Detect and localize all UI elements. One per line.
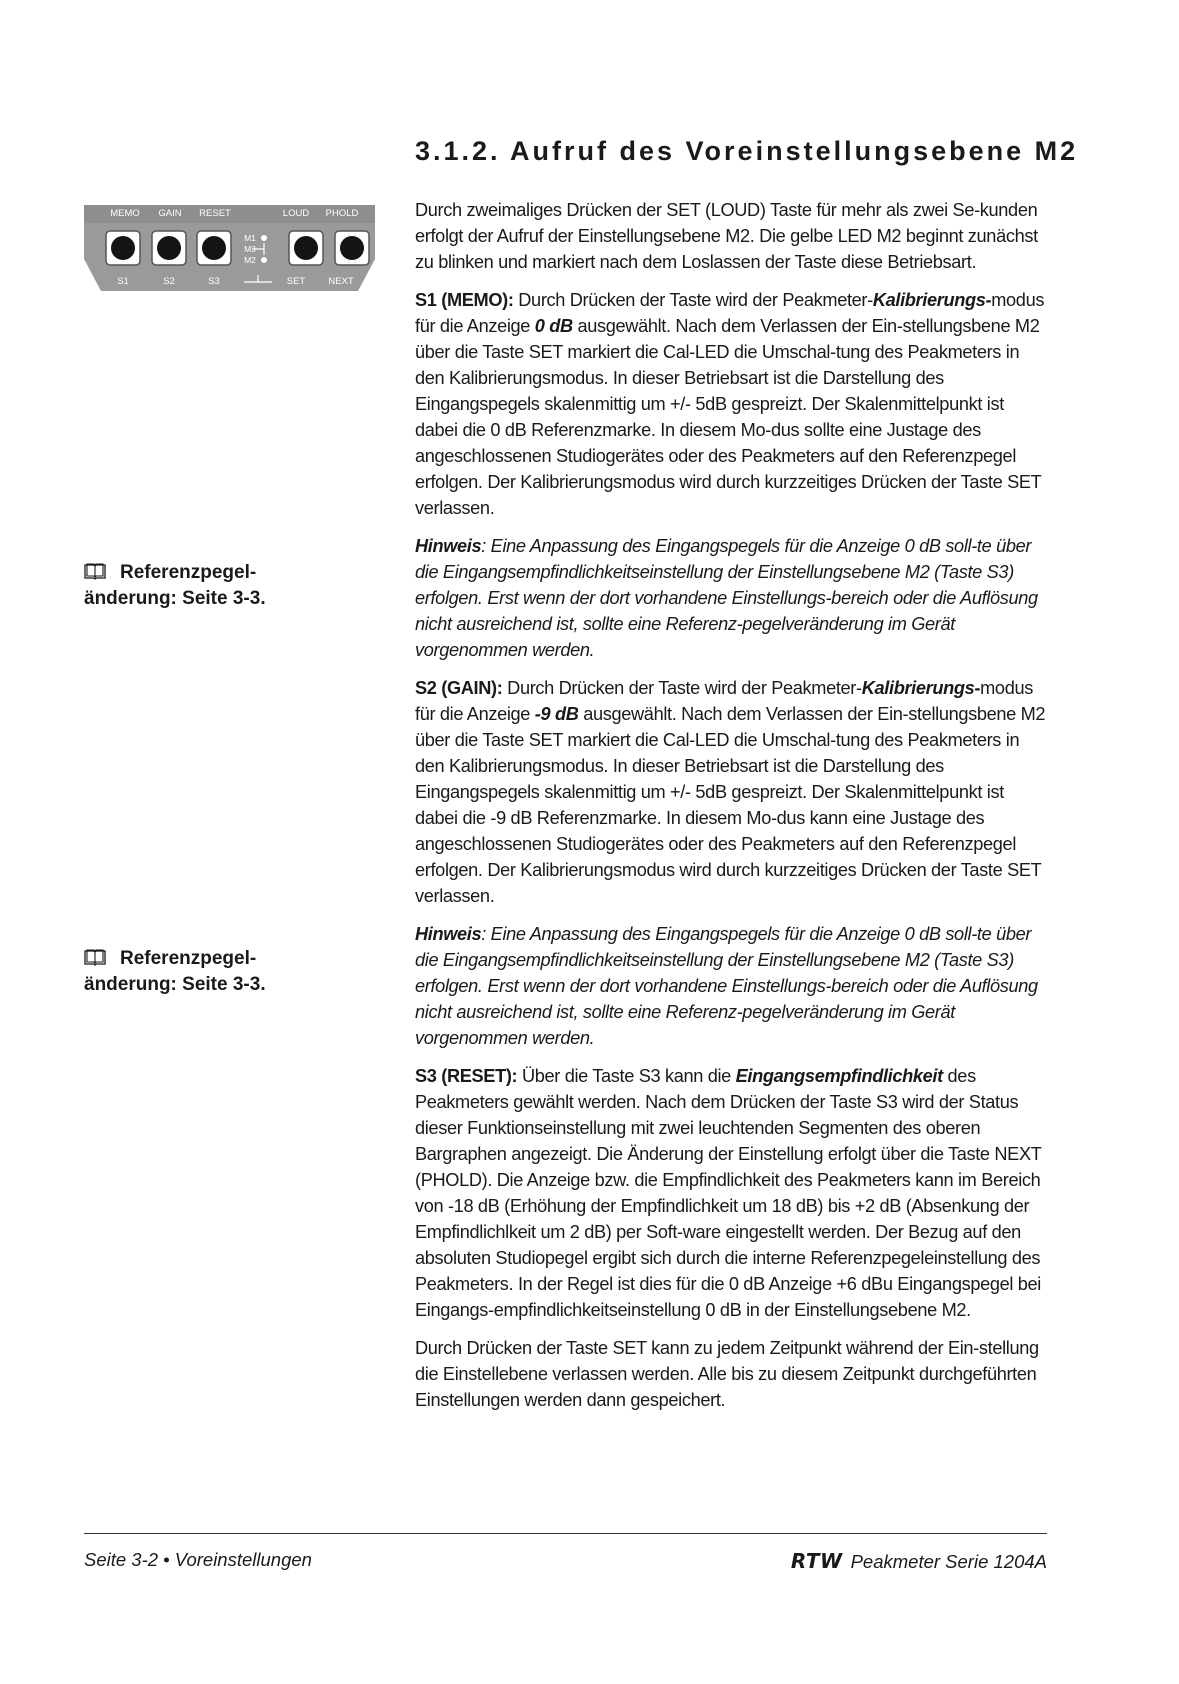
sidenote-line-1: Referenzpegel- [120, 562, 257, 583]
paragraph-s1 [415, 287, 1047, 521]
book-icon [84, 949, 106, 966]
sidenote-reference-2 [84, 946, 384, 998]
panel-label-loud: LOUD [282, 208, 310, 219]
sidenote-reference-1 [84, 560, 384, 612]
panel-label-m2: M2 [244, 255, 256, 265]
button-s3 [197, 231, 231, 265]
led-m2 [261, 257, 267, 263]
panel-label-s3: S3 [208, 276, 220, 287]
paragraph-s2-text-3: ausgewählt. Nach dem Verlassen der Ein-stellungsbene M2 über die Taste SET markiert die Cal-LED die Umschal-tung des Peakmeters in den Kalibrierungsmodus. In dieser Betriebsart ist die Darstellung des Eingangspegels skalenmittig um +/- 5dB gespreizt. Der Skalenmittelpunkt ist dabei die -9 dB Referenzmarke. In diesem Mo-dus kann eine Justage des angeschlossenen Studiogerätes oder des Peakmeters auf den Referenzpegel erfolgen. Der Kalibrierungsmodus wird durch kurzzeitiges Drücken der Taste SET verlassen. [415, 704, 1046, 906]
note-2-text: : Eine Anpassung des Eingangspegels für die Anzeige 0 dB soll-te über die Eingangsempfindlichkeitseinstellung der Einstellungsebene M2 (Taste S3) erfolgen. Erst wenn der dort vorhandene Einstellungs-bereich oder die Auflösung nicht ausreichend ist, sollte eine Referenz-pegelveränderung im Gerät vorgenommen werden. [415, 924, 1038, 1048]
paragraph-s3-emphasis-1: Eingangsempfindlichkeit [735, 1066, 943, 1086]
paragraph-s2-text-2: modus für die Anzeige [415, 678, 1033, 724]
panel-label-reset: RESET [199, 208, 231, 219]
panel-label-phold: PHOLD [325, 208, 359, 219]
paragraph-intro: Durch zweimaliges Drücken der SET (LOUD) Taste für mehr als zwei Se-kunden erfolgt der Aufruf der Einstellungsebene M2. Die gelbe LED M2 beginnt zunächst zu blinken und markiert nach dem Loslassen der Taste diese Betriebsart. [415, 200, 1038, 272]
sidenote-line-2: änderung: Seite 3-3. [84, 974, 266, 995]
paragraph-s2-emphasis-2: -9 dB [534, 704, 579, 724]
note-1-text: : Eine Anpassung des Eingangspegels für die Anzeige 0 dB soll-te über die Eingangsempfindlichkeitseinstellung der Einstellungsebene M2 (Taste S3) erfolgen. Erst wenn der dort vorhandene Einstellungs-bereich oder die Auflösung nicht ausreichend ist, sollte eine Referenz-pegelveränderung im Gerät vorgenommen werden. [415, 536, 1038, 660]
paragraph-s1-text-2: modus für die Anzeige [415, 290, 1045, 336]
paragraph-s3-text-1: Über die Taste S3 kann die [517, 1066, 736, 1086]
paragraph-s1-emphasis-2: 0 dB [534, 316, 573, 336]
paragraph-s1-text-3: ausgewählt. Nach dem Verlassen der Ein-stellungsbene M2 über die Taste SET markiert die Cal-LED die Umschal-tung des Peakmeters in den Kalibrierungsmodus. In dieser Betriebsart ist die Darstellung des Eingangspegels skalenmittig um +/- 5dB gespreizt. Der Skalenmittelpunkt ist dabei die 0 dB Referenzmarke. In diesem Mo-dus sollte eine Justage des angeschlossenen Studiogerätes oder des Peakmeters auf den Referenzpegel erfolgen. Der Kalibrierungsmodus wird durch kurzzeitiges Drücken der Taste SET verlassen. [415, 316, 1042, 518]
paragraph-s3-text-2: des Peakmeters gewählt werden. Nach dem Drücken der Taste S3 wird der Status dieser Funktionseinstellung mit zwei leuchtenden Segmenten des oberen Bargraphen angezeigt. Die Änderung der Einstellung erfolgt über die Taste NEXT (PHOLD). Die Anzeige bzw. die Empfindlichkeit des Peakmeters kann im Bereich von -18 dB (Erhöhung der Empfindlichkeit um 18 dB) bis +2 dB (Absenkung der Empfindlichlkeit um 2 dB) per Soft-ware eingestellt werden. Der Bezug auf den absoluten Studiopegel ergibt sich durch die interne Referenzpegeleinstellung des Peakmeters. In der Regel ist dies für die 0 dB Anzeige +6 dBu Eingangspegel bei Eingangs-empfindlichkeitseinstellung 0 dB in der Einstellungsebene M2. [415, 1066, 1042, 1320]
panel-label-s2: S2 [163, 276, 175, 287]
section-heading: 3.1.2. Aufruf des Voreinstellungsebene M2 [415, 136, 1079, 166]
sidenote-line-1: Referenzpegel- [120, 948, 257, 969]
paragraph-s2-lead: S2 (GAIN): [415, 678, 503, 698]
panel-label-m3: M3 [244, 244, 256, 254]
rtw-logo: RTW [790, 1549, 843, 1573]
paragraph-s3 [415, 1063, 1047, 1323]
panel-label-m1: M1 [244, 233, 256, 243]
book-icon [84, 563, 106, 580]
paragraph-outro: Durch Drücken der Taste SET kann zu jedem Zeitpunkt während der Ein-stellung die Einstellebene verlassen werden. Alle bis zu diesem Zeitpunkt durchgeführten Einstellungen werden dann gespeichert. [415, 1338, 1039, 1410]
front-panel-graphic [84, 205, 375, 302]
button-s2 [152, 231, 186, 265]
paragraph-s1-lead: S1 (MEMO): [415, 290, 514, 310]
front-panel-illustration [84, 205, 375, 302]
paragraph-s3-lead: S3 (RESET): [415, 1066, 518, 1086]
footer-divider [84, 1533, 1047, 1534]
panel-label-set: SET [286, 276, 306, 287]
paragraph-s1-text-1: Durch Drücken der Taste wird der Peakmeter- [513, 290, 873, 310]
paragraph-s2-emphasis-1: Kalibrierungs- [861, 678, 981, 698]
footer-page-info: Seite 3-2 • Voreinstellungen [84, 1549, 312, 1570]
panel-label-s1: S1 [117, 276, 129, 287]
footer-product [791, 1549, 1047, 1573]
paragraph-s1-emphasis-1: Kalibrierungs- [872, 290, 992, 310]
main-text-column [415, 197, 1047, 1425]
note-1-lead: Hinweis [415, 536, 482, 556]
panel-label-gain: GAIN [158, 208, 182, 219]
footer-product-name: Peakmeter Serie 1204A [850, 1551, 1047, 1572]
paragraph-note-1 [415, 533, 1047, 663]
led-m1 [261, 235, 267, 241]
button-next [335, 231, 369, 265]
note-2-lead: Hinweis [415, 924, 482, 944]
panel-label-next: NEXT [328, 276, 354, 287]
button-s1 [106, 231, 140, 265]
paragraph-note-2 [415, 921, 1047, 1051]
sidenote-line-2: änderung: Seite 3-3. [84, 588, 266, 609]
button-set [289, 231, 323, 265]
paragraph-s2 [415, 675, 1047, 909]
panel-label-memo: MEMO [110, 208, 140, 219]
paragraph-s2-text-1: Durch Drücken der Taste wird der Peakmeter- [502, 678, 862, 698]
